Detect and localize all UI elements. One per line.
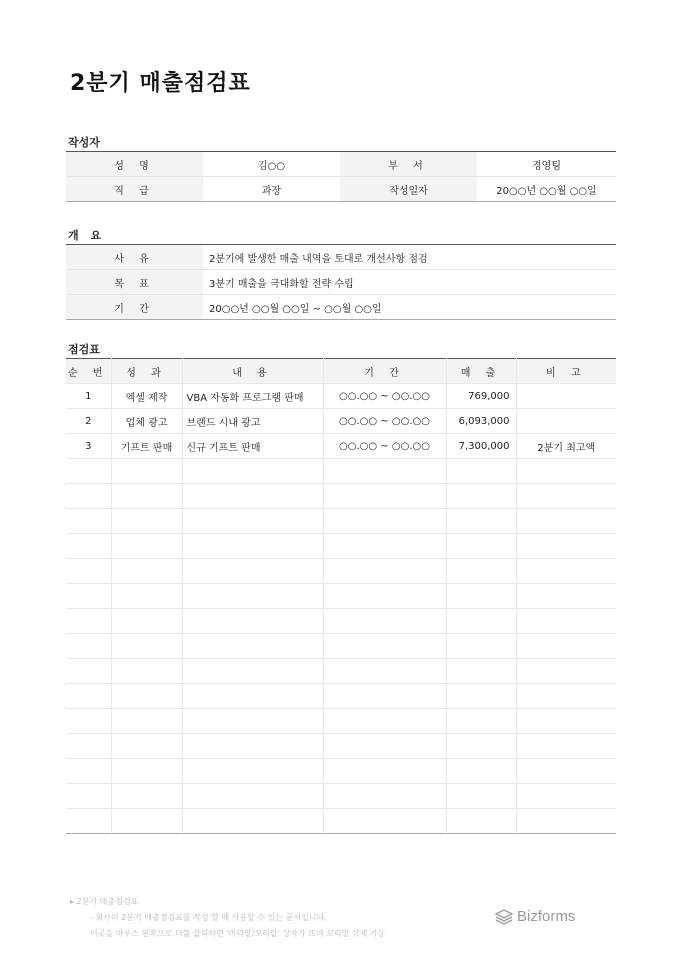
- cell-note[interactable]: [516, 459, 616, 484]
- cell-sales[interactable]: [446, 634, 516, 659]
- cell-note[interactable]: [516, 484, 616, 509]
- cell-period[interactable]: [323, 459, 446, 484]
- cell-result[interactable]: [111, 459, 182, 484]
- cell-result[interactable]: [111, 509, 182, 534]
- cell-no[interactable]: 3: [66, 434, 111, 459]
- cell-content[interactable]: [182, 809, 323, 834]
- table-row: [66, 634, 616, 659]
- cell-no[interactable]: [66, 809, 111, 834]
- cell-content[interactable]: VBA 자동화 프로그램 판매: [182, 384, 323, 409]
- footer-title: ▸ 2분기 매출점검표: [70, 897, 139, 906]
- table-row: [66, 534, 616, 559]
- table-row: [66, 734, 616, 759]
- table-row: [66, 434, 616, 459]
- cell-sales[interactable]: [446, 659, 516, 684]
- cell-no[interactable]: [66, 534, 111, 559]
- header-no: 순 번: [66, 359, 111, 384]
- cell-result[interactable]: [111, 684, 182, 709]
- cell-period[interactable]: [323, 734, 446, 759]
- cell-content[interactable]: [182, 509, 323, 534]
- cell-period[interactable]: [323, 684, 446, 709]
- cell-note[interactable]: [516, 534, 616, 559]
- cell-period[interactable]: [323, 584, 446, 609]
- cell-note[interactable]: [516, 659, 616, 684]
- author-dept-value[interactable]: 경영팀: [532, 160, 561, 172]
- header-content: 내 용: [182, 359, 323, 384]
- table-row: [66, 809, 616, 834]
- overview-row: [66, 295, 616, 320]
- cell-content[interactable]: [182, 534, 323, 559]
- overview-goal-label: 목 표: [66, 270, 203, 295]
- author-date-label: 작성일자: [340, 177, 477, 202]
- cell-period[interactable]: ○○.○○ ~ ○○.○○: [323, 434, 446, 459]
- cell-result[interactable]: [111, 709, 182, 734]
- cell-result[interactable]: [111, 559, 182, 584]
- bizforms-logo-text: Bizforms: [517, 908, 576, 925]
- cell-period[interactable]: [323, 809, 446, 834]
- overview-table: [66, 244, 616, 320]
- cell-result[interactable]: 업체 광고: [111, 409, 182, 434]
- cell-no[interactable]: 2: [66, 409, 111, 434]
- table-row: [66, 509, 616, 534]
- cell-content[interactable]: [182, 784, 323, 809]
- cell-no[interactable]: [66, 784, 111, 809]
- cell-period[interactable]: ○○.○○ ~ ○○.○○: [323, 409, 446, 434]
- cell-period[interactable]: [323, 484, 446, 509]
- table-row: [66, 659, 616, 684]
- cell-no[interactable]: 1: [66, 384, 111, 409]
- author-name-value[interactable]: 김○○: [257, 160, 286, 172]
- overview-reason-label: 사 유: [66, 245, 203, 270]
- footer-hint: 이곳을 마우스 왼쪽으로 더블 클릭하면 '머리말/꼬리말' 상자가 뜨며 꼬리말 삭제 가능: [90, 929, 386, 938]
- cell-sales[interactable]: [446, 484, 516, 509]
- cell-note[interactable]: 2분기 최고액: [516, 434, 616, 459]
- cell-content[interactable]: 신규 기프트 판매: [182, 434, 323, 459]
- cell-content[interactable]: [182, 759, 323, 784]
- cell-content[interactable]: [182, 634, 323, 659]
- author-rank-value[interactable]: 과장: [203, 177, 340, 202]
- cell-no[interactable]: [66, 709, 111, 734]
- cell-content[interactable]: [182, 734, 323, 759]
- cell-period[interactable]: [323, 634, 446, 659]
- cell-note[interactable]: [516, 609, 616, 634]
- table-row: [66, 559, 616, 584]
- cell-period[interactable]: [323, 509, 446, 534]
- cell-sales[interactable]: 6,093,000: [446, 409, 516, 434]
- cell-result[interactable]: [111, 609, 182, 634]
- author-name-label: 성 명: [66, 152, 203, 177]
- footer: [70, 894, 385, 942]
- header-sales: 매 출: [446, 359, 516, 384]
- cell-result[interactable]: 기프트 판매: [111, 434, 182, 459]
- bizforms-logo: [495, 908, 575, 925]
- cell-content[interactable]: [182, 484, 323, 509]
- cell-period[interactable]: [323, 559, 446, 584]
- cell-no[interactable]: [66, 459, 111, 484]
- cell-result[interactable]: [111, 784, 182, 809]
- cell-period[interactable]: [323, 609, 446, 634]
- author-date-value[interactable]: 20○○년 ○○월 ○○일: [477, 177, 616, 202]
- cell-period[interactable]: [323, 759, 446, 784]
- cell-sales[interactable]: [446, 559, 516, 584]
- cell-result[interactable]: [111, 634, 182, 659]
- cell-note[interactable]: [516, 759, 616, 784]
- cell-sales[interactable]: [446, 709, 516, 734]
- cell-sales[interactable]: [446, 509, 516, 534]
- cell-sales[interactable]: [446, 734, 516, 759]
- author-row: [66, 177, 616, 202]
- overview-section-label: 개 요: [68, 229, 106, 242]
- overview-reason-value[interactable]: 2분기에 발생한 매출 내역을 토대로 개선사항 점검: [209, 253, 428, 265]
- cell-sales[interactable]: [446, 584, 516, 609]
- table-row: [66, 684, 616, 709]
- table-row: [66, 709, 616, 734]
- author-dept-label: 부 서: [340, 152, 477, 177]
- cell-sales[interactable]: 7,300,000: [446, 434, 516, 459]
- author-section-label: 작성자: [68, 136, 100, 149]
- cell-note[interactable]: [516, 684, 616, 709]
- check-header-row: [66, 359, 616, 384]
- cell-note[interactable]: [516, 784, 616, 809]
- cell-content[interactable]: [182, 584, 323, 609]
- table-row: [66, 409, 616, 434]
- cell-note[interactable]: [516, 634, 616, 659]
- cell-content[interactable]: [182, 684, 323, 709]
- cell-period[interactable]: [323, 784, 446, 809]
- check-section-label: 점검표: [68, 343, 100, 356]
- header-note: 비 고: [516, 359, 616, 384]
- overview-period-label: 기 간: [66, 295, 203, 320]
- cell-sales[interactable]: [446, 684, 516, 709]
- cell-sales[interactable]: [446, 809, 516, 834]
- cell-period[interactable]: [323, 659, 446, 684]
- cell-no[interactable]: [66, 634, 111, 659]
- cell-no[interactable]: [66, 609, 111, 634]
- cell-note[interactable]: [516, 384, 616, 409]
- cell-sales[interactable]: [446, 609, 516, 634]
- cell-no[interactable]: [66, 484, 111, 509]
- document-title: 2분기 매출점검표: [70, 71, 251, 96]
- table-row: [66, 584, 616, 609]
- overview-period-value[interactable]: 20○○년 ○○월 ○○일 ~ ○○월 ○○일: [203, 295, 616, 320]
- cell-result[interactable]: [111, 759, 182, 784]
- cell-no[interactable]: [66, 584, 111, 609]
- cell-note[interactable]: [516, 509, 616, 534]
- cell-no[interactable]: [66, 559, 111, 584]
- cell-note[interactable]: [516, 809, 616, 834]
- cell-sales[interactable]: [446, 459, 516, 484]
- cell-no[interactable]: [66, 734, 111, 759]
- cell-no[interactable]: [66, 759, 111, 784]
- cell-note[interactable]: [516, 409, 616, 434]
- cell-no[interactable]: [66, 509, 111, 534]
- cell-result[interactable]: [111, 659, 182, 684]
- table-row: [66, 459, 616, 484]
- overview-goal-value[interactable]: 3분기 매출을 극대화할 전략 수립: [203, 270, 616, 295]
- table-row: [66, 609, 616, 634]
- cell-no[interactable]: [66, 659, 111, 684]
- cell-content[interactable]: [182, 459, 323, 484]
- author-table: [66, 151, 616, 202]
- cell-period[interactable]: [323, 534, 446, 559]
- cell-no[interactable]: [66, 684, 111, 709]
- cell-sales[interactable]: [446, 534, 516, 559]
- cell-sales[interactable]: 769,000: [446, 384, 516, 409]
- check-table: [66, 358, 616, 834]
- table-row: [66, 484, 616, 509]
- cell-note[interactable]: [516, 709, 616, 734]
- cell-period[interactable]: ○○.○○ ~ ○○.○○: [323, 384, 446, 409]
- header-result: 성 과: [111, 359, 182, 384]
- cell-note[interactable]: [516, 734, 616, 759]
- cell-sales[interactable]: [446, 759, 516, 784]
- cell-note[interactable]: [516, 584, 616, 609]
- cell-sales[interactable]: [446, 784, 516, 809]
- table-row: [66, 759, 616, 784]
- cell-result[interactable]: [111, 734, 182, 759]
- cell-content[interactable]: [182, 609, 323, 634]
- table-row: [66, 384, 616, 409]
- footer-desc: - 회사의 2분기 매출점검표를 작성 할 때 사용할 수 있는 문서입니다.: [90, 913, 327, 922]
- table-row: [66, 784, 616, 809]
- cell-result[interactable]: [111, 584, 182, 609]
- cell-content[interactable]: 브랜드 시내 광고: [182, 409, 323, 434]
- cell-period[interactable]: [323, 709, 446, 734]
- overview-row: [66, 270, 616, 295]
- cell-result[interactable]: [111, 809, 182, 834]
- cell-result[interactable]: 엑셀 제작: [111, 384, 182, 409]
- cell-content[interactable]: [182, 659, 323, 684]
- cell-result[interactable]: [111, 534, 182, 559]
- cell-result[interactable]: [111, 484, 182, 509]
- cell-note[interactable]: [516, 559, 616, 584]
- author-rank-label: 직 급: [66, 177, 203, 202]
- cell-content[interactable]: [182, 709, 323, 734]
- bizforms-logo-icon: [495, 909, 513, 925]
- author-row: [66, 152, 616, 177]
- overview-row: [66, 245, 616, 270]
- cell-content[interactable]: [182, 559, 323, 584]
- header-period: 기 간: [323, 359, 446, 384]
